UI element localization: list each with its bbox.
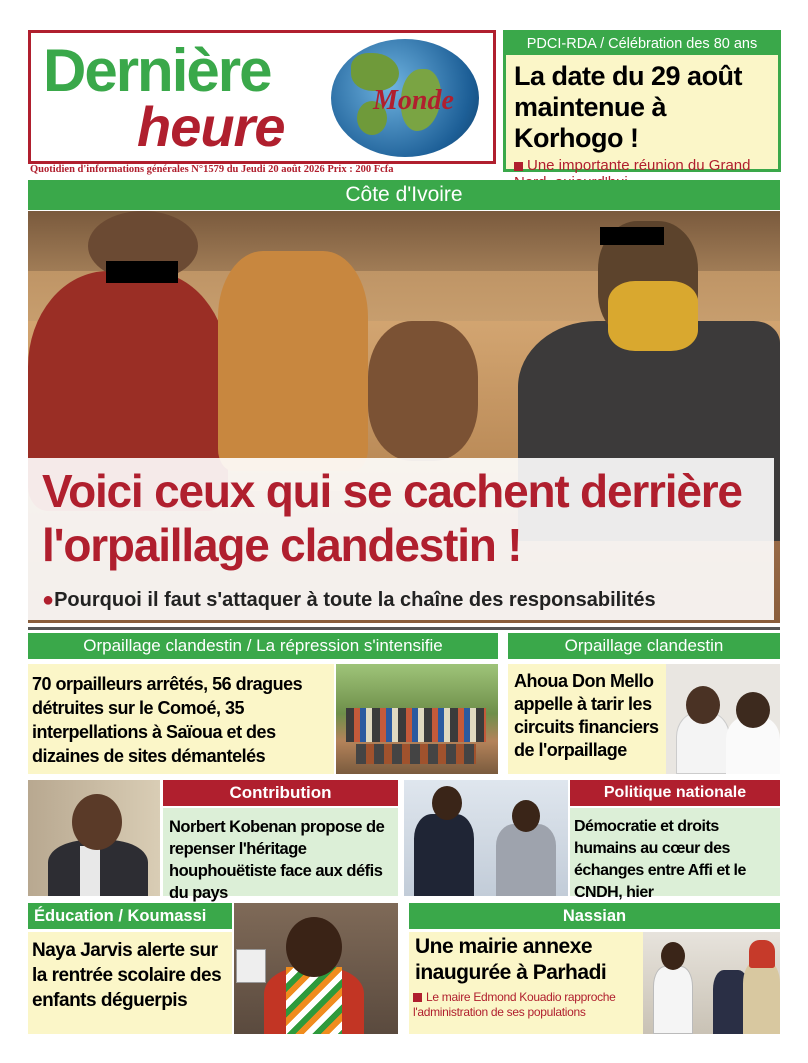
story2-photo <box>666 664 780 774</box>
story1-kicker: Orpaillage clandestin / La répression s'intensifie <box>28 633 498 659</box>
main-headline-box <box>28 458 774 620</box>
bullet-icon <box>413 993 422 1002</box>
story3-kicker: Contribution <box>163 780 398 806</box>
story2-text: Ahoua Don Mello appelle à tarir les circuits financiers de l'orpaillage <box>508 664 666 774</box>
top-right-box <box>503 30 781 172</box>
story6-sub <box>409 986 643 1020</box>
masthead-title-line1: Dernière <box>43 37 271 104</box>
top-right-kicker: PDCI-RDA / Célébration des 80 ans <box>506 33 778 55</box>
masthead <box>28 30 496 164</box>
main-headline: Voici ceux qui se cachent derrière l'orpaillage clandestin ! <box>42 465 742 571</box>
globe-word: Monde <box>373 85 454 116</box>
story1-photo <box>336 664 498 774</box>
top-right-headline: La date du 29 août maintenue à Korhogo ! <box>514 61 743 153</box>
censor-bar <box>106 261 178 283</box>
story5-text: Naya Jarvis alerte sur la rentrée scolaire des enfants déguerpis <box>28 932 232 1034</box>
story3-photo <box>28 780 160 896</box>
story5-photo <box>234 903 398 1034</box>
main-section-bar: Côte d'Ivoire <box>28 180 780 210</box>
story3-text: Norbert Kobenan propose de repenser l'héritage houphouëtiste face aux défis du pays <box>163 808 398 896</box>
main-sub-text: Pourquoi il faut s'attaquer à toute la chaîne des responsabilités <box>54 589 656 611</box>
masthead-tagline: Quotidien d'informations générales N°1579 du Jeudi 20 août 2026 Prix : 200 Fcfa <box>30 164 394 175</box>
censor-bar <box>600 227 664 245</box>
story6-headline: Une mairie annexe inaugurée à Parhadi <box>415 935 607 984</box>
story2-kicker: Orpaillage clandestin <box>508 633 780 659</box>
story6-kicker: Nassian <box>409 903 780 929</box>
story4-photo <box>404 780 568 896</box>
bullet-icon <box>514 162 523 171</box>
story6-sub-text: Le maire Edmond Kouadio rapproche l'administration de ses populations <box>413 990 616 1019</box>
story5-kicker: Éducation / Koumassi <box>28 903 232 929</box>
story6-box <box>409 932 643 1034</box>
divider <box>28 627 780 630</box>
story4-text: Démocratie et droits humains au cœur des échanges entre Affi et le CNDH, hier <box>570 808 780 896</box>
top-right-sub-text: Une importante réunion du Grand <box>527 157 751 174</box>
main-sub <box>42 588 772 612</box>
bullet-dot-icon: ● <box>42 589 55 611</box>
story6-photo <box>643 932 780 1034</box>
story4-kicker: Politique nationale <box>570 780 780 806</box>
masthead-title-line2: heure <box>137 95 285 158</box>
story1-text: 70 orpailleurs arrêtés, 56 dragues détruites sur le Comoé, 35 interpellations à Saïoua et des dizaines de sites démantelés <box>28 664 334 774</box>
